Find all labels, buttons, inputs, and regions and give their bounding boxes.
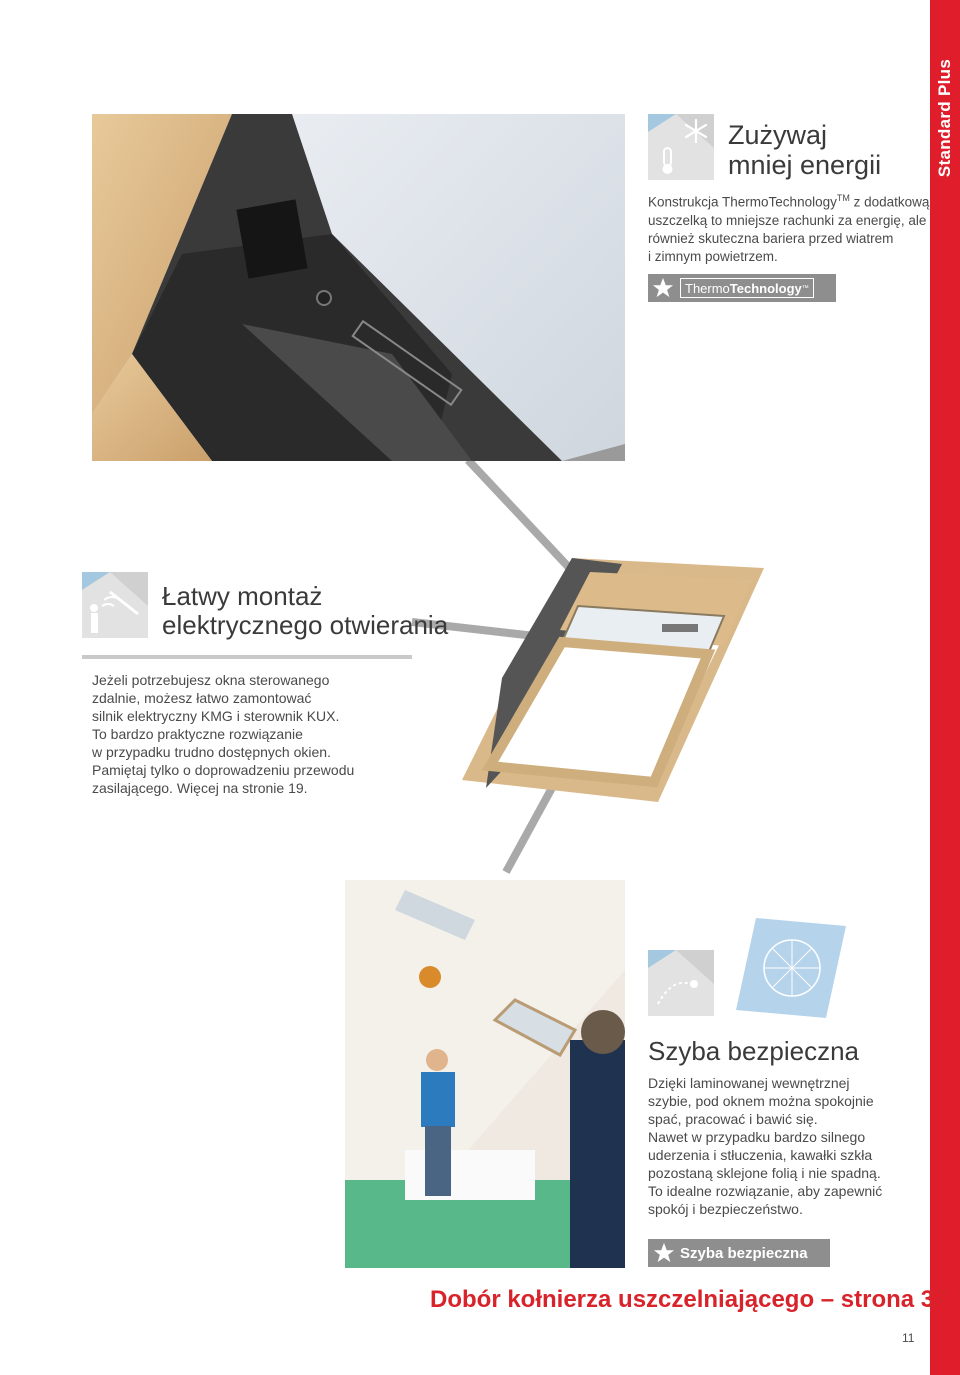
thermotechnology-photo xyxy=(92,114,625,461)
energy-body-line-2: uszczelką to mniejsze rachunki za energię, ale xyxy=(648,212,927,228)
remote-control-icon xyxy=(82,572,148,638)
install-body-line-6: Pamiętaj tylko o doprowadzeniu przewodu xyxy=(92,762,355,778)
laminated-glass-image xyxy=(736,918,846,1018)
energy-body-line-4: i zimnym powietrzem. xyxy=(648,248,778,264)
glass-body-line-4: Nawet w przypadku bardzo silnego xyxy=(648,1129,866,1145)
safety-glass-badge-label: Szyba bezpieczna xyxy=(680,1244,808,1262)
install-body-line-4: To bardzo praktyczne rozwiązanie xyxy=(92,726,303,742)
glass-body xyxy=(648,1074,882,1218)
energy-body xyxy=(648,189,929,266)
glass-body-line-1: Dzięki laminowanej wewnętrznej xyxy=(648,1075,850,1091)
glass-body-line-8: spokój i bezpieczeństwo. xyxy=(648,1201,803,1217)
star-icon xyxy=(648,1242,680,1264)
snowflake-thermometer-icon xyxy=(648,114,714,180)
ball-trajectory-icon xyxy=(648,950,714,1016)
badge-label-bold: Technology xyxy=(729,280,802,296)
glass-body-line-7: To idealne rozwiązanie, aby zapewnić xyxy=(648,1183,883,1199)
energy-heading xyxy=(728,120,881,180)
install-body-line-1: Jeżeli potrzebujesz okna sterowanego xyxy=(92,672,330,688)
side-band-label: Standard Plus xyxy=(935,58,954,178)
install-heading-line-1: Łatwy montaż xyxy=(162,581,323,611)
install-body-line-3: silnik elektryczny KMG i sterownik KUX. xyxy=(92,708,340,724)
install-body xyxy=(92,671,354,797)
thermotechnology-badge xyxy=(648,274,836,302)
energy-body-prefix: Konstrukcja ThermoTechnology xyxy=(648,194,837,210)
energy-body-line-1 xyxy=(648,189,929,212)
install-body-line-5: w przypadku trudno dostępnych okien. xyxy=(92,744,331,760)
side-band xyxy=(930,0,960,1375)
room-photo xyxy=(345,880,625,1268)
badge-label-light: Thermo xyxy=(685,280,730,296)
roof-window-illustration xyxy=(462,558,764,802)
energy-body-suffix: z dodatkową xyxy=(849,194,930,210)
install-heading xyxy=(162,582,448,640)
install-divider xyxy=(82,655,412,659)
glass-body-line-2: szybie, pod oknem można spokojnie xyxy=(648,1093,874,1109)
star-icon xyxy=(648,277,678,299)
safety-glass-badge xyxy=(648,1239,830,1267)
energy-body-line-3: również skuteczna bariera przed wiatrem xyxy=(648,230,894,246)
energy-heading-line-2: mniej energii xyxy=(728,150,882,180)
glass-body-line-5: uderzenia i stłuczenia, kawałki szkła xyxy=(648,1147,873,1163)
page-number: 11 xyxy=(902,1331,915,1345)
glass-body-line-6: pozostaną sklejone folią i nie spadną. xyxy=(648,1165,881,1181)
energy-heading-line-1: Zużywaj xyxy=(728,120,828,150)
badge-label-tm: ™ xyxy=(801,284,809,292)
thermotechnology-badge-label xyxy=(680,278,814,298)
energy-body-sup: TM xyxy=(836,193,850,203)
glass-body-line-3: spać, pracować i bawić się. xyxy=(648,1111,818,1127)
glass-heading: Szyba bezpieczna xyxy=(648,1036,860,1066)
flashing-reference-link[interactable]: Dobór kołnierza uszczelniającego – strona 37 xyxy=(430,1286,948,1313)
install-body-line-7: zasilającego. Więcej na stronie 19. xyxy=(92,780,308,796)
install-body-line-2: zdalnie, możesz łatwo zamontować xyxy=(92,690,312,706)
install-heading-line-2: elektrycznego otwierania xyxy=(162,610,449,640)
